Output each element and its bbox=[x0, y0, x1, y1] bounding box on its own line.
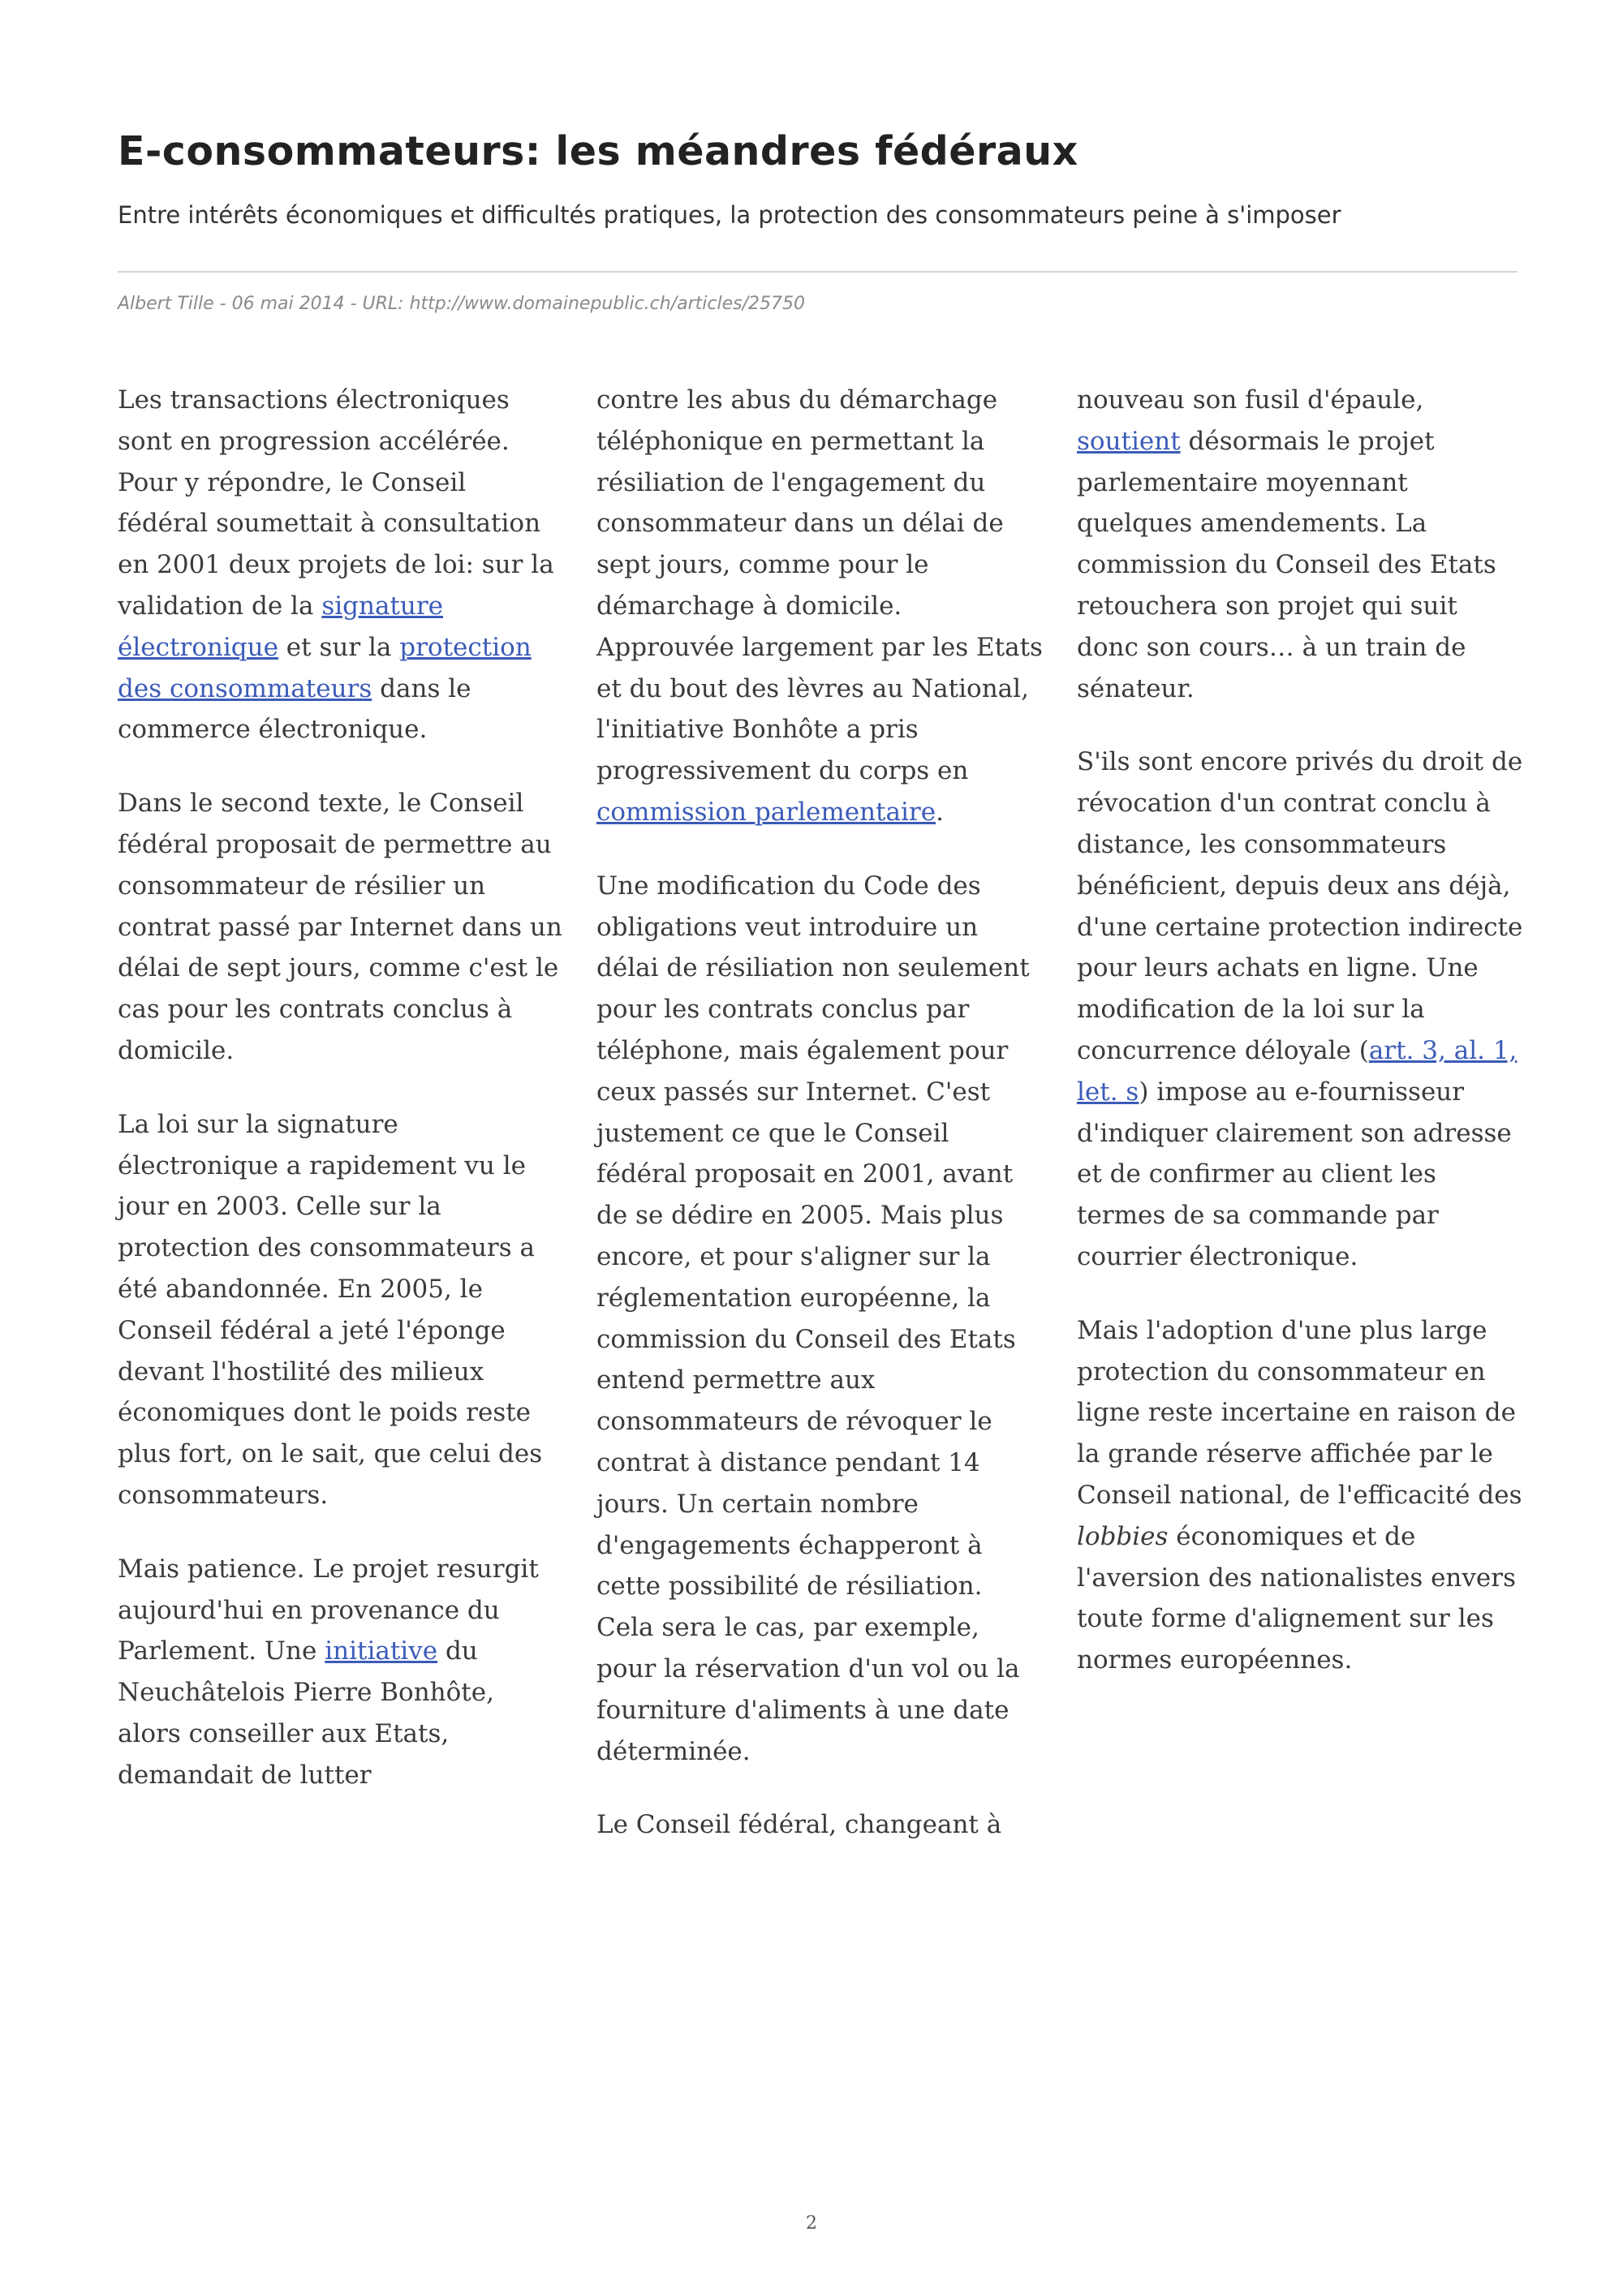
byline: Albert Tille - 06 mai 2014 - URL: http://www.domainepublic.ch/articles/25750 bbox=[118, 294, 805, 314]
link-initiative[interactable]: initiative bbox=[325, 1636, 438, 1666]
paragraph: Mais patience. Le projet resurgit aujourd'hui en provenance du Parlement. Une initiative du Neuchâtelois Pierre Bonhôte, alors conseiller aux Etats, demandait de lutter bbox=[118, 1554, 539, 1790]
paragraph: S'ils sont encore privés du droit de révocation d'un contrat conclu à distance, les consommateurs bénéficient, depuis deux ans déjà, d'une certaine protection indirecte pour leurs achats en ligne. Une modification de la loi sur la concurrence déloyale (art. 3, al. 1, let. s) impose au e-fournisseur d'indiquer clairement son adresse et de confirmer au client les termes de sa commande par courrier électronique. bbox=[1077, 747, 1523, 1271]
paragraph: Les transactions électroniques sont en progression accélérée. Pour y répondre, le Conseil fédéral soumettait à consultation en 2001 deux projets de loi: sur la validation de la signature électronique et sur la protection des consommateurs dans le commerce électronique. bbox=[118, 385, 554, 745]
document-page bbox=[118, 0, 1523, 2296]
page-number: 2 bbox=[806, 2213, 817, 2234]
header-divider bbox=[118, 271, 1518, 273]
paragraph: Le Conseil fédéral, changeant à bbox=[596, 1810, 1002, 1840]
article-subtitle: Entre intérêts économiques et difficultés pratiques, la protection des consommateurs peine à s'imposer bbox=[118, 201, 1341, 229]
text-column-1 bbox=[118, 380, 564, 1829]
byline-date: 06 mai 2014 bbox=[231, 294, 345, 314]
paragraph: Mais l'adoption d'une plus large protection du consommateur en ligne reste incertaine en raison de la grande réserve affichée par le Conseil national, de l'efficacité des lobbies économiques et de l'aversion des nationalistes envers toute forme d'alignement sur les normes européennes. bbox=[1077, 1315, 1522, 1675]
text-column-3 bbox=[1077, 380, 1523, 1713]
paragraph: La loi sur la signature électronique a rapidement vu le jour en 2003. Celle sur la protection des consommateurs a été abandonnée. En 2005, le Conseil fédéral a jeté l'éponge devant l'hostilité des milieux économiques dont le poids reste plus fort, on le sait, que celui des consommateurs. bbox=[118, 1109, 543, 1510]
paragraph: Une modification du Code des obligations veut introduire un délai de résiliation non seulement pour les contrats conclus par téléphone, mais également pour ceux passés sur Internet. C'est justement ce que le Conseil fédéral proposait en 2001, avant de se dédire en 2005. Mais plus encore, et pour s'aligner sur la réglementation européenne, la commission du Conseil des Etats entend permettre aux consommateurs de révoquer le contrat à distance pendant 14 jours. Un certain nombre d'engagements échapperont à cette possibilité de résiliation. Cela sera le cas, par exemple, pour la réservation d'un vol ou la fourniture d'aliments à une date déterminée. bbox=[596, 871, 1030, 1766]
paragraph: nouveau son fusil d'épaule, soutient désormais le projet parlementaire moyennant quelques amendements. La commission du Conseil des Etats retouchera son projet qui suit donc son cours… à un train de sénateur. bbox=[1077, 385, 1496, 703]
link-commission-parlementaire[interactable]: commission parlementaire bbox=[596, 797, 936, 827]
link-art-3[interactable]: art. 3, al. 1, let. s bbox=[1077, 1035, 1518, 1107]
text-column-2 bbox=[596, 380, 1043, 1878]
paragraph: Dans le second texte, le Conseil fédéral proposait de permettre au consommateur de résilier un contrat passé par Internet dans un délai de sept jours, comme c'est le cas pour les contrats conclus à domicile. bbox=[118, 789, 562, 1065]
link-signature-electronique[interactable]: signature électronique bbox=[118, 591, 444, 662]
emphasis-lobbies: lobbies bbox=[1077, 1521, 1169, 1551]
byline-url-label: URL: bbox=[362, 294, 404, 314]
article-title: E-consommateurs: les méandres fédéraux bbox=[118, 128, 1078, 174]
link-protection-consommateurs[interactable]: protection des consommateurs bbox=[118, 632, 532, 703]
byline-author: Albert Tille bbox=[118, 294, 214, 314]
byline-url[interactable]: http://www.domainepublic.ch/articles/25750 bbox=[409, 294, 805, 314]
link-soutient[interactable]: soutient bbox=[1077, 426, 1181, 456]
paragraph: contre les abus du démarchage téléphonique en permettant la résiliation de l'engagement du consommateur dans un délai de sept jours, comme pour le démarchage à domicile. Approuvée largement par les Etats et du bout des lèvres au National, l'initiative Bonhôte a pris progressivement du corps en commission parlementaire. bbox=[596, 385, 1043, 827]
